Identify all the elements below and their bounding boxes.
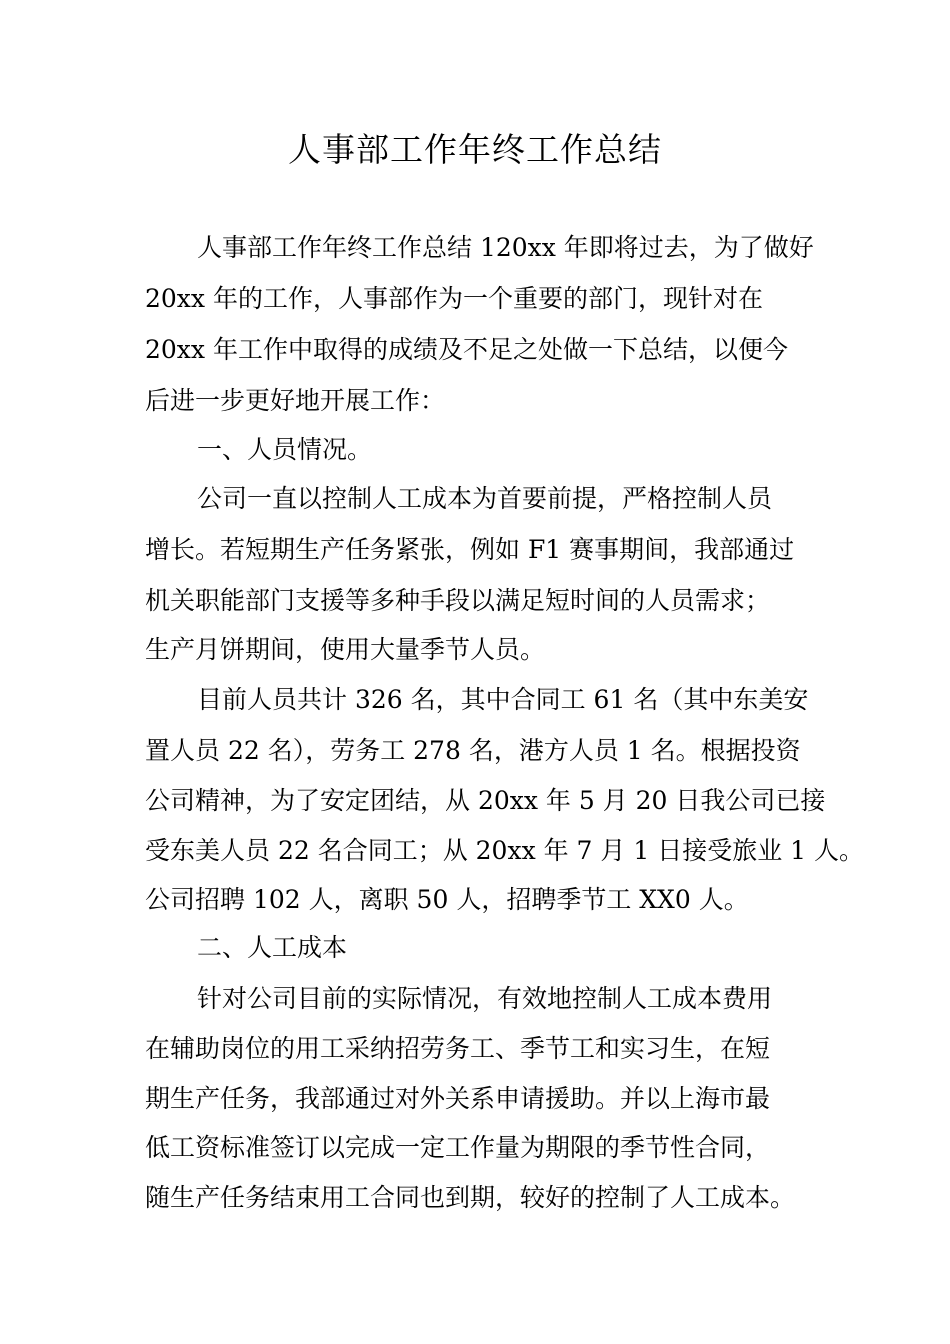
- body-line: 后进一步更好地开展工作：: [145, 386, 446, 415]
- document-title: 人事部工作年终工作总结: [288, 130, 662, 169]
- body-line: 期生产任务，我部通过对外关系申请援助。并以上海市最: [145, 1084, 771, 1113]
- body-line: 生产月饼期间，使用大量季节人员。: [145, 635, 546, 664]
- body-line: 20xx 年的工作，人事部作为一个重要的部门，现针对在: [145, 284, 763, 313]
- section-heading: 二、人工成本: [197, 933, 348, 962]
- body-line: 低工资标准签订以完成一定工作量为期限的季节性合同，: [145, 1133, 771, 1162]
- body-line: 公司精神，为了安定团结，从 20xx 年 5 月 20 日我公司已接: [145, 786, 826, 815]
- body-line: 公司一直以控制人工成本为首要前提，严格控制人员: [197, 484, 773, 513]
- body-line: 20xx 年工作中取得的成绩及不足之处做一下总结，以便今: [145, 335, 788, 364]
- body-line: 置人员 22 名），劳务工 278 名，港方人员 1 名。根据投资: [145, 736, 801, 765]
- body-line: 受东美人员 22 名合同工；从 20xx 年 7 月 1 日接受旅业 1 人。: [145, 836, 865, 865]
- body-line: 在辅助岗位的用工采纳招劳务工、季节工和实习生，在短: [145, 1034, 771, 1063]
- section-heading: 一、人员情况。: [197, 435, 373, 464]
- body-line: 随生产任务结束用工合同也到期，较好的控制了人工成本。: [145, 1183, 796, 1212]
- body-line: 公司招聘 102 人，离职 50 人，招聘季节工 XX0 人。: [145, 885, 749, 914]
- body-line: 人事部工作年终工作总结 120xx 年即将过去，为了做好: [197, 233, 814, 262]
- body-line: 针对公司目前的实际情况，有效地控制人工成本费用: [197, 984, 773, 1013]
- body-line: 目前人员共计 326 名，其中合同工 61 名（其中东美安: [197, 685, 809, 714]
- body-line: 增长。若短期生产任务紧张，例如 F1 赛事期间，我部通过: [145, 535, 795, 564]
- body-line: 机关职能部门支援等多种手段以满足短时间的人员需求；: [145, 586, 771, 615]
